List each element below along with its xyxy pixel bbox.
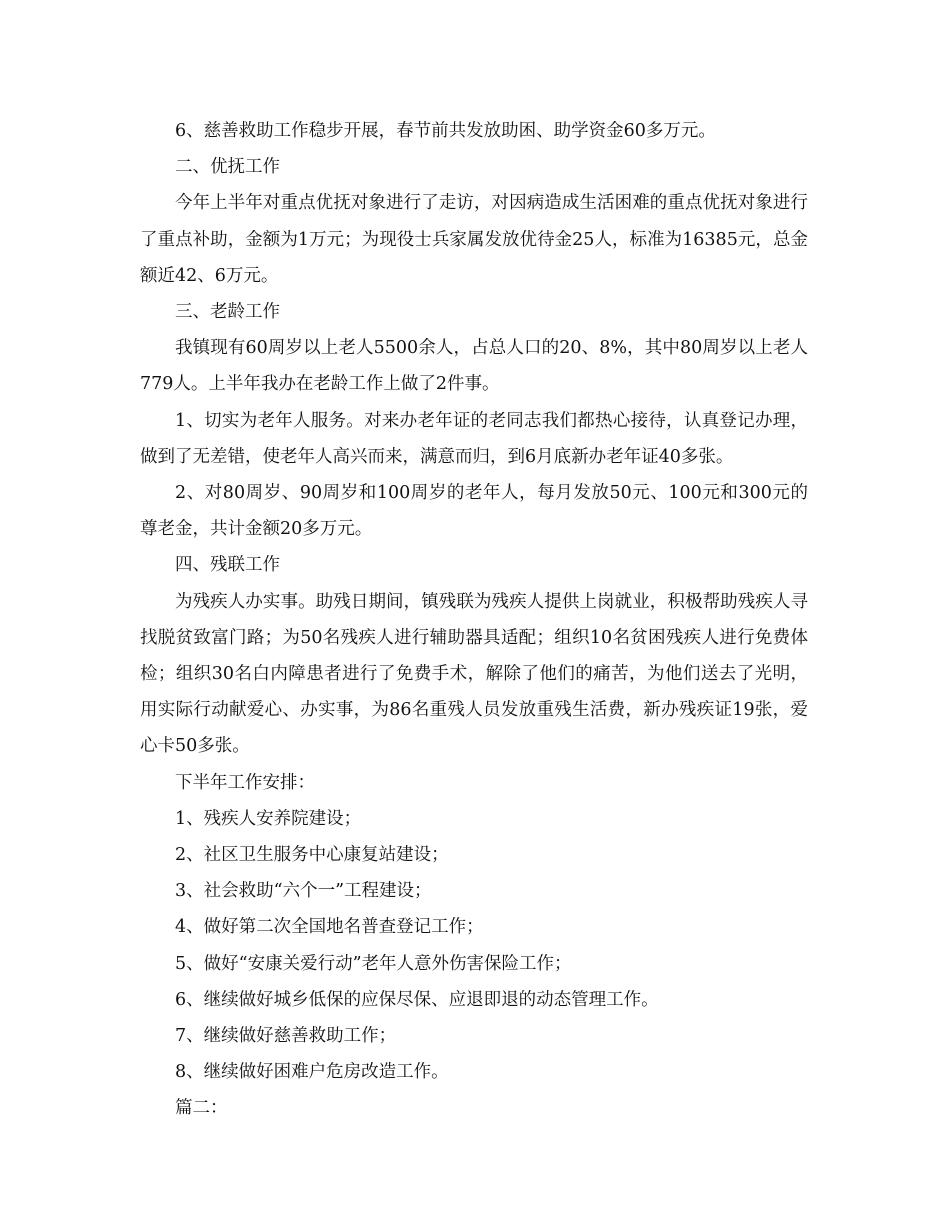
paragraph-elderly-allowance: 2、对80周岁、90周岁和100周岁的老年人，每月发放50元、100元和300元的尊老金，共计金额20多万元。	[140, 483, 808, 540]
section-label-part-two: 篇二：	[175, 1098, 228, 1119]
plan-item-7: 7、继续做好慈善救助工作；	[175, 1026, 397, 1047]
plan-item-6: 6、继续做好城乡低保的应保尽保、应退即退的动态管理工作。	[175, 989, 659, 1010]
plan-item-2: 2、社区卫生服务中心康复站建设；	[175, 845, 449, 866]
paragraph-elderly-population: 我镇现有60周岁以上老人5500余人，占总人口的20、8%，其中80周岁以上老人779人。上半年我办在老龄工作上做了2件事。	[140, 338, 808, 395]
plan-item-8: 8、继续做好困难户危房改造工作。	[175, 1062, 449, 1083]
heading-second-half-plan: 下半年工作安排：	[175, 772, 315, 793]
plan-item-1: 1、残疾人安养院建设；	[175, 808, 362, 829]
paragraph-elderly-service: 1、切实为老年人服务。对来办老年证的老同志我们都热心接待，认真登记办理，做到了无差错，使老年人高兴而来，满意而归，到6月底新办老年证40多张。	[140, 410, 808, 467]
paragraph-disability-work: 为残疾人办实事。助残日期间，镇残联为残疾人提供上岗就业，积极帮助残疾人寻找脱贫致富门路；为50名残疾人进行辅助器具适配；组织10名贫困残疾人进行免费体检；组织30名白内障患者进行了免费手术，解除了他们的痛苦，为他们送去了光明，用实际行动献爱心、办实事，为86名重残人员发放重残生活费，新办残疾证19张，爱心卡50多张。	[140, 591, 808, 757]
heading-disability-work: 四、残联工作	[175, 555, 280, 576]
document-page	[140, 113, 808, 1127]
plan-item-3: 3、社会救助“六个一”工程建设；	[175, 881, 432, 902]
heading-preferential-care: 二、优抚工作	[175, 157, 280, 178]
plan-item-4: 4、做好第二次全国地名普查登记工作；	[175, 917, 484, 938]
paragraph-charity-relief: 6、慈善救助工作稳步开展，春节前共发放助困、助学资金60多万元。	[175, 121, 716, 141]
heading-elderly-work: 三、老龄工作	[175, 302, 280, 323]
paragraph-preferential-care: 今年上半年对重点优抚对象进行了走访，对因病造成生活困难的重点优抚对象进行了重点补助，金额为1万元；为现役士兵家属发放优待金25人，标准为16385元，总金额近42、6万元。	[140, 193, 808, 286]
plan-item-5: 5、做好“安康关爱行动”老年人意外伤害保险工作；	[175, 953, 572, 974]
